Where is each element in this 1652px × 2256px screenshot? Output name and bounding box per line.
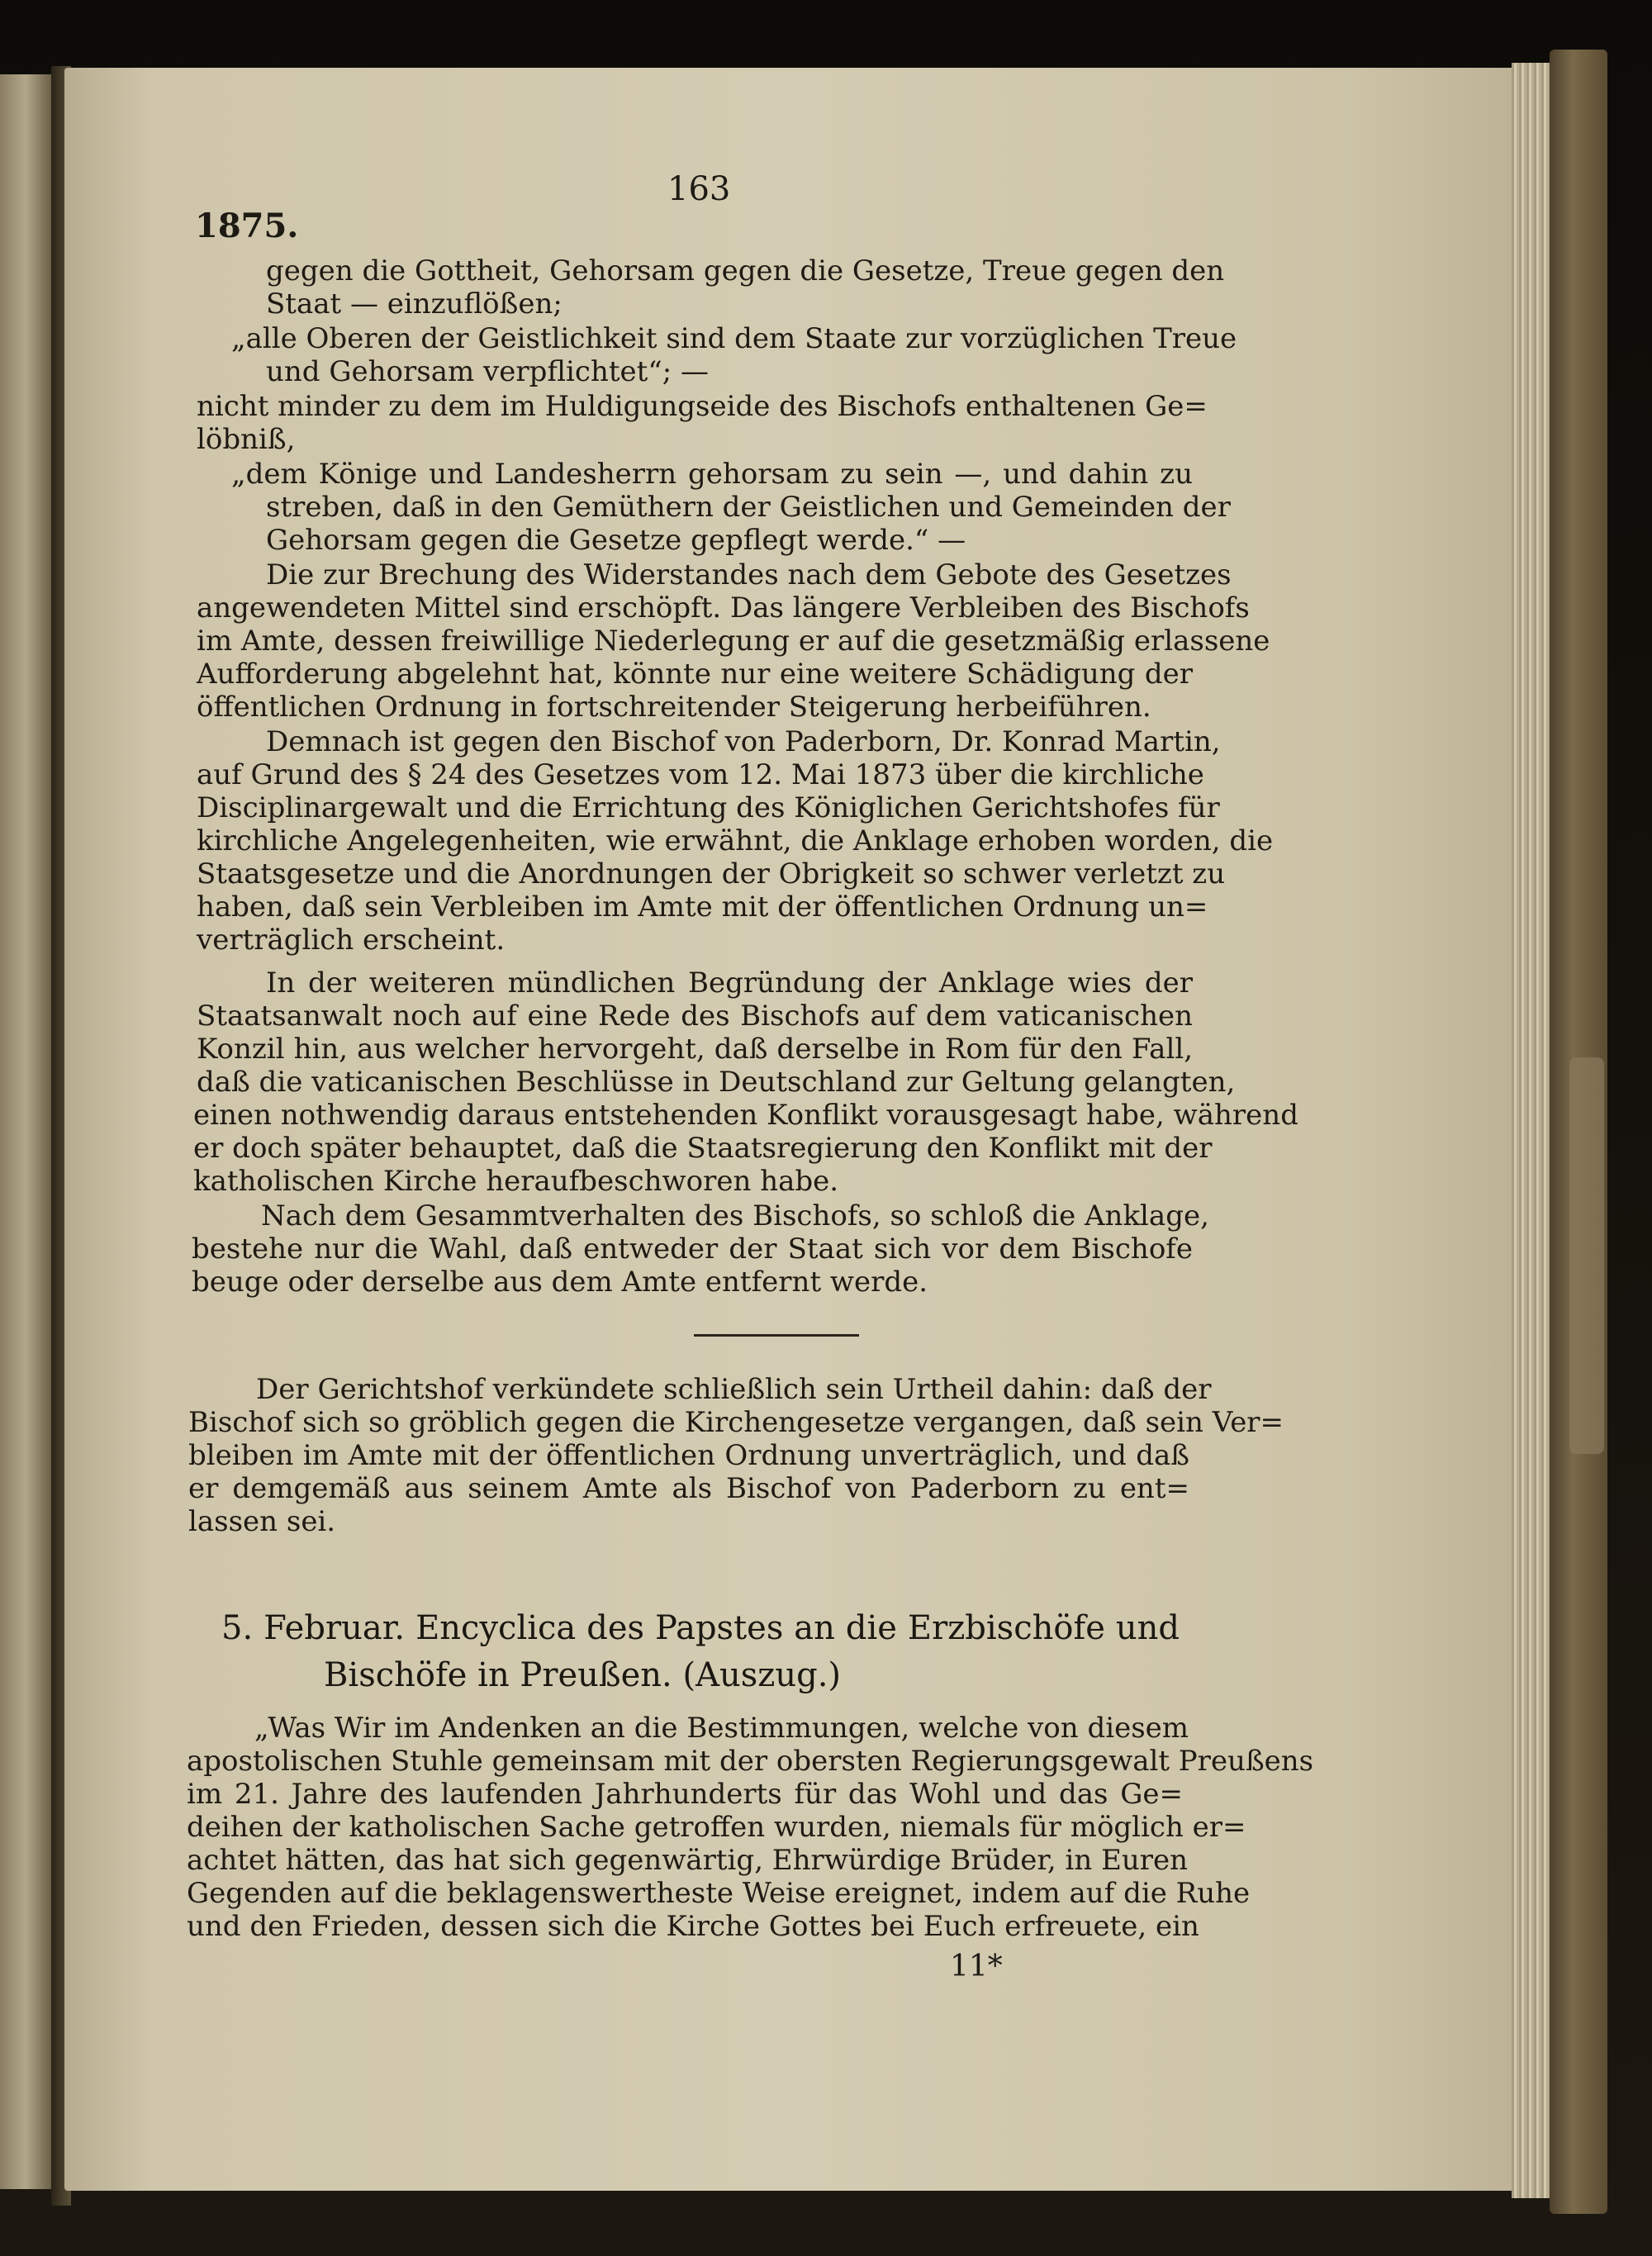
text-line: er demgemäß aus seinem Amte als Bischof von Paderborn zu ent= [188,1472,1189,1505]
text-line: streben, daß in den Gemüthern der Geistlichen und Gemeinden der [266,491,1231,524]
text-line: achtet hätten, das hat sich gegenwärtig, Ehrwürdige Brüder, in Euren [187,1844,1189,1877]
facing-page-edge [0,74,51,2189]
text-line: gegen die Gottheit, Gehorsam gegen die Gesetze, Treue gegen den [266,254,1225,287]
text-line: bleiben im Amte mit der öffentlichen Ordnung unverträglich, und daß [188,1439,1189,1472]
text-line: Staatsgesetze und die Anordnungen der Obrigkeit so schwer verletzt zu [197,857,1226,891]
text-line: Staat — einzuflößen; [266,287,563,321]
text-line: angewendeten Mittel sind erschöpft. Das längere Verbleiben des Bischofs [197,591,1250,625]
text-line: Konzil hin, aus welcher hervorgeht, daß derselbe in Rom für den Fall, [197,1033,1193,1066]
page-stack-edge [1512,63,1553,2198]
text-line: daß die vaticanischen Beschlüsse in Deutschland zur Geltung gelangten, [197,1066,1236,1099]
text-line: Gegenden auf die beklagenswertheste Weise ereignet, indem auf die Ruhe [187,1877,1251,1910]
text-line: nicht minder zu dem im Huldigungseide des Bischofs enthaltenen Ge= [197,390,1208,423]
text-line: verträglich erscheint. [197,924,506,957]
text-line: apostolischen Stuhle gemeinsam mit der obersten Regierungsgewalt Preußens [187,1745,1314,1778]
text-line: Staatsanwalt noch auf eine Rede des Bischofs auf dem vaticanischen [197,1000,1193,1033]
text-line: einen nothwendig daraus entstehenden Konflikt vorausgesagt habe, während [193,1099,1298,1132]
section-heading-continued: Bischöfe in Preußen. (Auszug.) [324,1656,842,1694]
text-line: auf Grund des § 24 des Gesetzes vom 12. Mai 1873 über die kirchliche [197,758,1204,791]
text-line: öffentlichen Ordnung in fortschreitender Steigerung herbeiführen. [197,691,1151,724]
text-line: Die zur Brechung des Widerstandes nach dem Gebote des Gesetzes [266,558,1232,591]
text-line: Gehorsam gegen die Gesetze gepflegt werde.“ — [266,524,966,557]
running-head-year: 1875. [195,207,299,245]
cover-wear-mark [1569,1057,1604,1454]
text-line: im 21. Jahre des laufenden Jahrhunderts für das Wohl und das Ge= [187,1778,1183,1811]
text-line: lassen sei. [188,1505,336,1538]
text-line: beuge oder derselbe aus dem Amte entfernt werde. [192,1266,928,1299]
text-line: deihen der katholischen Sache getroffen wurden, niemals für möglich er= [187,1811,1246,1844]
text-line: Demnach ist gegen den Bischof von Paderborn, Dr. Konrad Martin, [266,725,1221,758]
text-line: und Gehorsam verpflichtet“; — [266,355,709,388]
text-line: Bischof sich so gröblich gegen die Kirchengesetze vergangen, daß sein Ver= [188,1406,1284,1439]
text-line: Aufforderung abgelehnt hat, könnte nur eine weitere Schädigung der [197,658,1193,691]
text-line: kirchliche Angelegenheiten, wie erwähnt, die Anklage erhoben worden, die [197,824,1274,857]
text-line: katholischen Kirche heraufbeschworen habe. [193,1165,839,1198]
text-line: „Was Wir im Andenken an die Bestimmungen, welche von diesem [254,1712,1189,1745]
text-line: haben, daß sein Verbleiben im Amte mit der öffentlichen Ordnung un= [197,891,1208,924]
section-heading: 5. Februar. Encyclica des Papstes an die Erzbischöfe und [221,1609,1180,1647]
page-number: 163 [667,170,731,208]
text-line: „alle Oberen der Geistlichkeit sind dem Staate zur vorzüglichen Treue [231,322,1237,355]
text-line: bestehe nur die Wahl, daß entweder der Staat sich vor dem Bischofe [192,1232,1193,1266]
text-line: Nach dem Gesammtverhalten des Bischofs, so schloß die Anklage, [261,1199,1209,1232]
text-line: er doch später behauptet, daß die Staatsregierung den Konflikt mit der [193,1132,1213,1165]
text-line: und den Frieden, dessen sich die Kirche Gottes bei Euch erfreuete, ein [187,1910,1199,1943]
text-line: im Amte, dessen freiwillige Niederlegung er auf die gesetzmäßig erlassene [197,625,1270,658]
signature-mark: 11* [950,1950,1003,1983]
section-divider [694,1334,859,1337]
text-line: „dem Könige und Landesherrn gehorsam zu sein —, und dahin zu [231,458,1193,491]
text-line: löbniß, [197,423,296,456]
text-line: In der weiteren mündlichen Begründung der Anklage wies der [266,967,1193,1000]
text-line: Disciplinargewalt und die Errichtung des Königlichen Gerichtshofes für [197,791,1220,824]
text-line: Der Gerichtshof verkündete schließlich sein Urtheil dahin: daß der [256,1373,1212,1406]
